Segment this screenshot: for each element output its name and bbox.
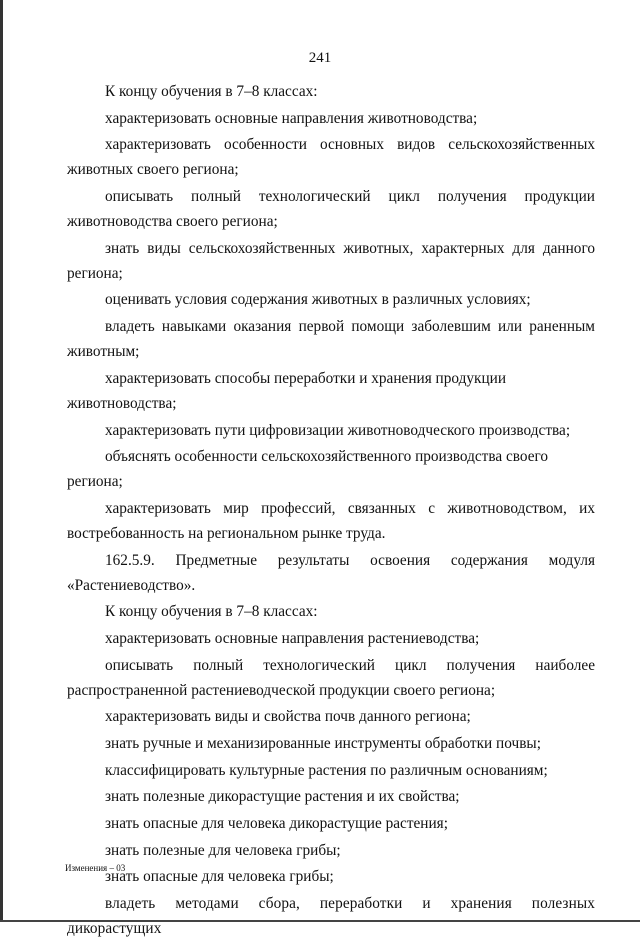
paragraph: владеть методами сбора, переработки и хранения полезных дикорастущих <box>67 895 595 938</box>
section-heading: 162.5.9. Предметные результаты освоения содержания модуля «Растениеводство». <box>67 551 595 594</box>
paragraph: знать опасные для человека грибы; <box>105 868 334 886</box>
paragraph: знать ручные и механизированные инструменты обработки почвы; <box>105 735 541 752</box>
paragraph: классифицировать культурные растения по различным основаниям; <box>105 761 548 779</box>
paragraph: знать виды сельскохозяйственных животных, характерных для данного региона; <box>67 239 595 282</box>
paragraph: характеризовать основные направления растениеводства; <box>105 629 480 647</box>
paragraph: знать полезные дикорастущие растения и их свойства; <box>105 788 460 806</box>
paragraph: описывать полный технологический цикл получения продукции животноводства своего региона; <box>67 188 595 231</box>
paragraph: К концу обучения в 7–8 классах: <box>105 603 318 621</box>
paragraph: характеризовать пути цифровизации животноводческого производства; <box>105 421 571 439</box>
paragraph: характеризовать мир профессий, связанных с животноводством, их востребованность на региональном рынке труда. <box>67 499 595 542</box>
scan-left-edge <box>0 0 3 922</box>
paragraph: оценивать условия содержания животных в различных условиях; <box>105 291 531 309</box>
page-number: 241 <box>308 50 332 66</box>
paragraph: владеть навыками оказания первой помощи заболевшим или раненным животным; <box>67 318 595 361</box>
footer-revision: Изменения – 03 <box>65 863 126 873</box>
paragraph: К концу обучения в 7–8 классах: <box>105 83 318 100</box>
paragraph: характеризовать особенности основных видов сельскохозяйственных животных своего региона; <box>67 136 595 179</box>
paragraph: характеризовать способы переработки и хранения продукции животноводства; <box>67 369 507 412</box>
paragraph: характеризовать основные направления животноводства; <box>105 109 478 127</box>
paragraph: объяснять особенности сельскохозяйственного производства своего региона; <box>67 448 549 491</box>
paragraph: знать опасные для человека дикорастущие растения; <box>105 815 448 833</box>
body-text <box>67 79 595 943</box>
paragraph: характеризовать виды и свойства почв данного региона; <box>105 708 471 726</box>
paragraph: описывать полный технологический цикл получения наиболее распространенной растениеводческой продукции своего региона; <box>67 656 595 699</box>
paragraph: знать полезные для человека грибы; <box>105 841 341 859</box>
